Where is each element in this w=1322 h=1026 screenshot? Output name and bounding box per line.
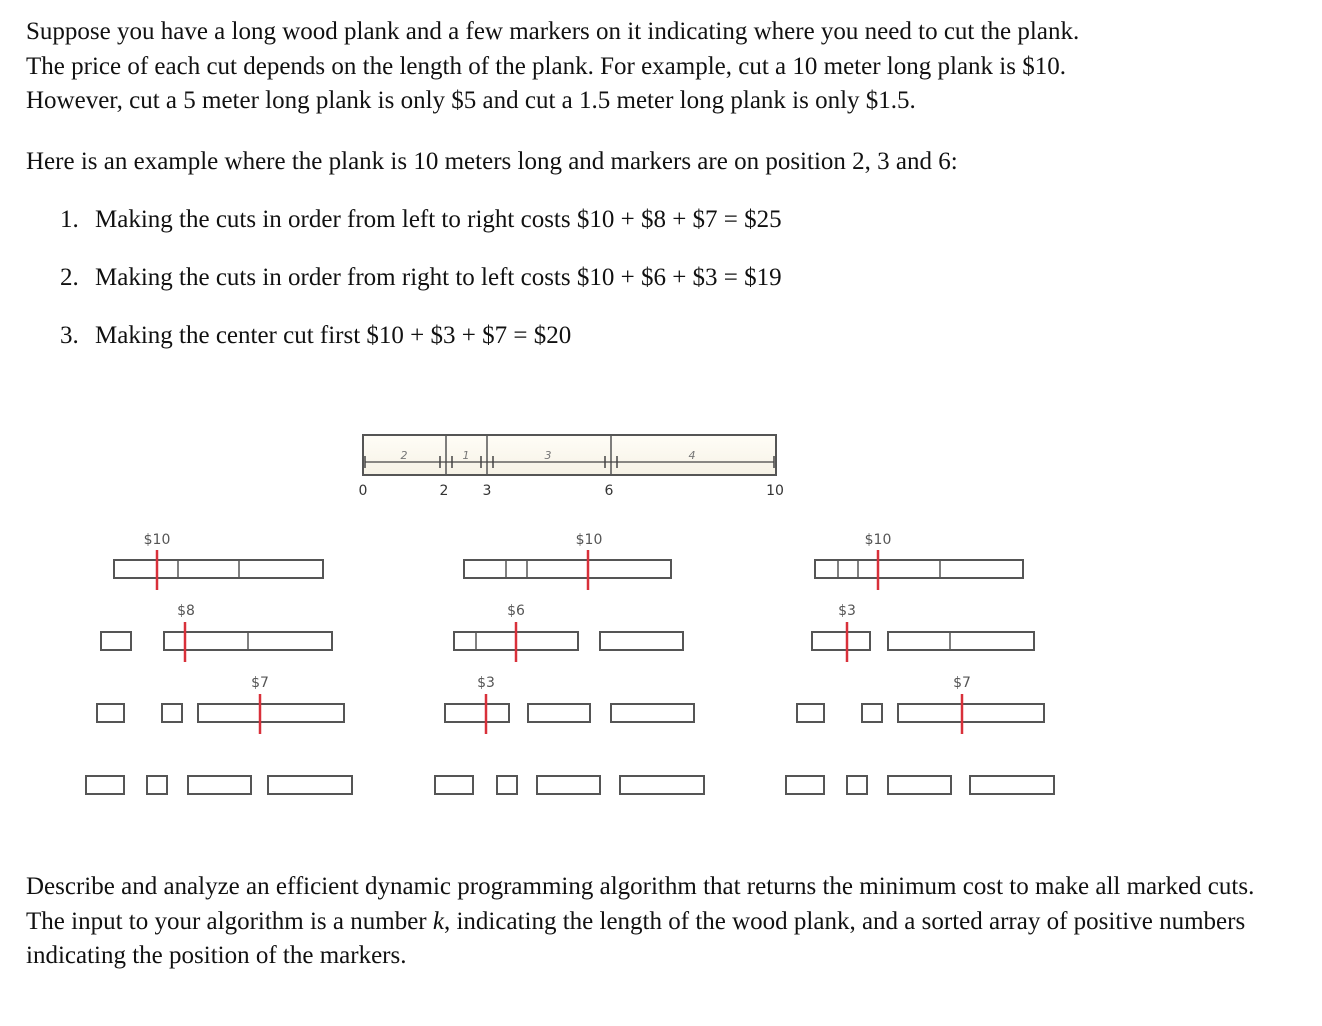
cut-cost-label: $10 [575, 532, 603, 548]
intro-line-3: However, cut a 5 meter long plank is only $5 and cut a 1.5 meter long plank is only $1.5. [26, 87, 916, 114]
cut-cost-label: $7 [953, 675, 971, 691]
position-label: 3 [482, 483, 492, 499]
tree-right-to-left [435, 532, 704, 794]
main-plank [359, 435, 784, 499]
cut-cost-label: $8 [177, 603, 195, 619]
cut-order-list [60, 203, 782, 377]
cut-cost-label: $7 [251, 675, 269, 691]
position-label: 0 [358, 483, 368, 499]
intro-line-1: Suppose you have a long wood plank and a few markers on it indicating where you need to cut the plank. [26, 18, 1080, 45]
cut-cost-label: $3 [838, 603, 856, 619]
list-item: 1. Making the cuts in order from left to right costs $10 + $8 + $7 = $25 [60, 206, 782, 233]
segment-length-label: 2 [400, 449, 408, 462]
segment-length-label: 1 [462, 449, 470, 462]
intro-paragraph [26, 15, 1256, 119]
cut-cost-label: $6 [507, 603, 525, 619]
segment-length-label: 4 [688, 449, 696, 462]
position-label: 6 [604, 483, 614, 499]
intro-line-2: The price of each cut depends on the length of the plank. For example, cut a 10 meter long plank is $10. [26, 52, 1066, 80]
cut-cost-label: $10 [143, 532, 171, 548]
variable-k: k [432, 907, 444, 935]
cut-cost-label: $3 [477, 675, 495, 691]
list-item: 3. Making the center cut first $10 + $3 + $7 = $20 [60, 322, 572, 349]
example-intro: Here is an example where the plank is 10 meters long and markers are on position 2, 3 and 6: [26, 148, 958, 175]
position-label: 2 [439, 483, 449, 499]
list-item: 2. Making the cuts in order from right to left costs $10 + $6 + $3 = $19 [60, 264, 782, 291]
cut-cost-label: $10 [864, 532, 892, 548]
position-label: 10 [766, 483, 784, 499]
cut-diagram [0, 420, 1322, 810]
segment-length-label: 3 [544, 449, 552, 462]
tree-left-to-right [86, 532, 352, 794]
tree-center-first [786, 532, 1054, 794]
question-paragraph: Describe and analyze an efficient dynamic programming algorithm that returns the minimum cost to make all marked cuts. The input to your algorithm is a number k, indicating the length of the wood plank, and a sorted array of positive numbers indicating the position of the markers. [26, 873, 1255, 969]
